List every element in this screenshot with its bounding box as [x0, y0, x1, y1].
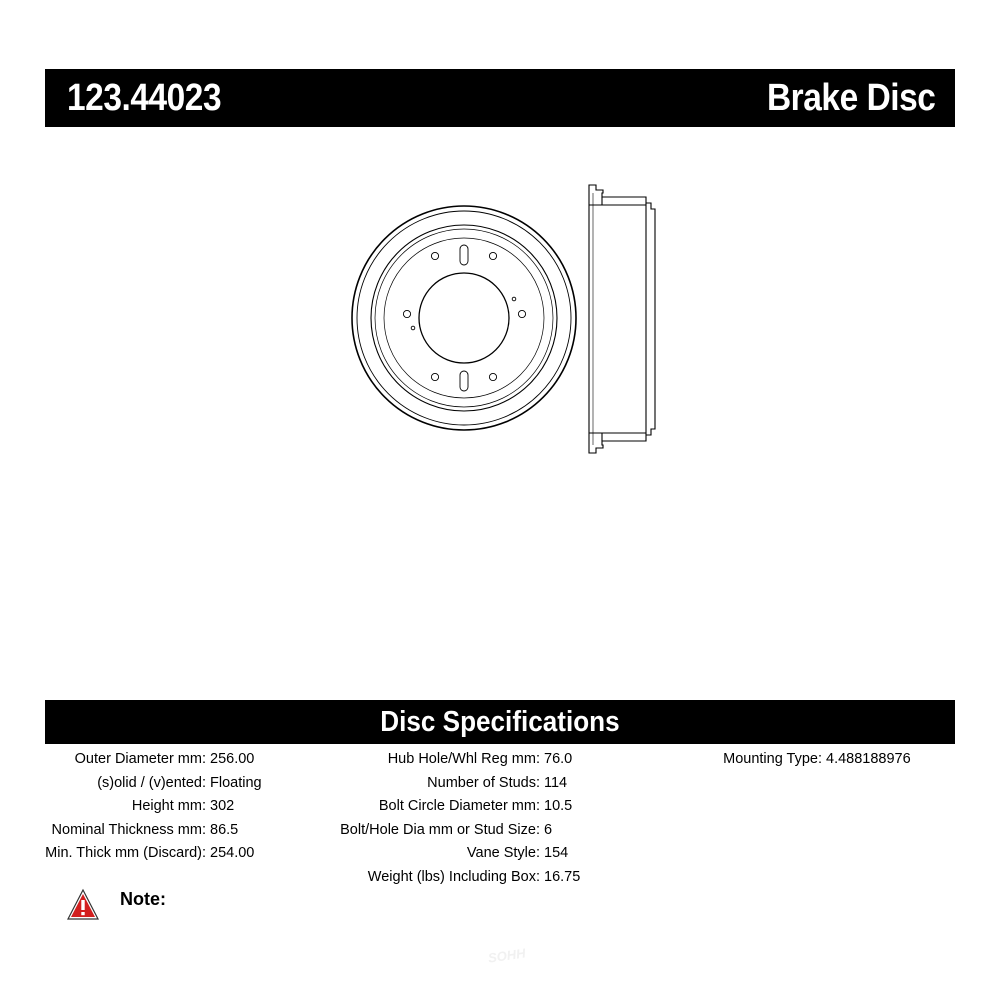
spec-label: Weight (lbs) Including Box:	[367, 868, 540, 885]
drum-front-view	[352, 206, 576, 430]
spec-row	[300, 772, 580, 796]
spec-title-bar	[45, 700, 955, 744]
spec-row	[300, 795, 580, 819]
spec-title: Disc Specifications	[380, 705, 620, 738]
spec-label: Outer Diameter mm:	[74, 751, 206, 767]
spec-label: Number of Studs:	[427, 774, 540, 791]
spec-label: Nominal Thickness mm:	[51, 821, 206, 838]
spec-label: (s)olid / (v)ented:	[97, 774, 206, 791]
spec-row	[40, 842, 262, 866]
spec-value: 256.00	[210, 751, 255, 767]
spec-column-2	[300, 748, 580, 890]
spec-label: Mounting Type:	[723, 751, 822, 767]
spec-row	[300, 748, 580, 772]
spec-row	[300, 819, 580, 843]
spec-row	[40, 819, 262, 843]
spec-value: 10.5	[544, 798, 573, 815]
spec-label: Bolt/Hole Dia mm or Stud Size:	[340, 821, 540, 838]
spec-label: Hub Hole/Whl Reg mm:	[387, 751, 540, 767]
note-label: Note:	[120, 888, 166, 909]
stud-holes	[403, 252, 525, 380]
spec-value: 6	[544, 821, 553, 838]
spec-row	[660, 748, 911, 772]
note	[66, 888, 166, 922]
spec-row	[40, 772, 262, 796]
locating-slot-bottom	[460, 371, 468, 391]
spec-column-1	[40, 748, 262, 866]
spec-value: 16.75	[544, 868, 581, 885]
spec-value: 4.488188976	[826, 751, 911, 767]
spec-value: 86.5	[210, 821, 239, 838]
spec-row	[40, 748, 262, 772]
spec-value: Floating	[210, 774, 262, 791]
spec-value: 114	[544, 774, 568, 791]
part-number: 123.44023	[67, 76, 222, 119]
brake-drum-drawing	[340, 175, 670, 465]
spec-row	[300, 866, 580, 890]
spec-value: 254.00	[210, 845, 255, 862]
spec-column-3	[660, 748, 911, 772]
spec-value: 76.0	[544, 751, 573, 767]
spec-row	[40, 795, 262, 819]
watermark: SOHH	[487, 945, 527, 966]
spec-row	[300, 842, 580, 866]
warning-triangle-icon	[66, 888, 100, 922]
spec-value: 302	[210, 798, 235, 815]
drum-side-view	[589, 185, 655, 453]
locating-slot-top	[460, 245, 468, 265]
spec-label: Min. Thick mm (Discard):	[45, 845, 206, 862]
spec-label: Vane Style:	[466, 845, 540, 862]
product-title: Brake Disc	[766, 76, 935, 119]
header-bar	[45, 69, 955, 127]
spec-label: Height mm:	[131, 798, 206, 815]
spec-value: 154	[544, 845, 569, 862]
spec-label: Bolt Circle Diameter mm:	[378, 798, 540, 815]
